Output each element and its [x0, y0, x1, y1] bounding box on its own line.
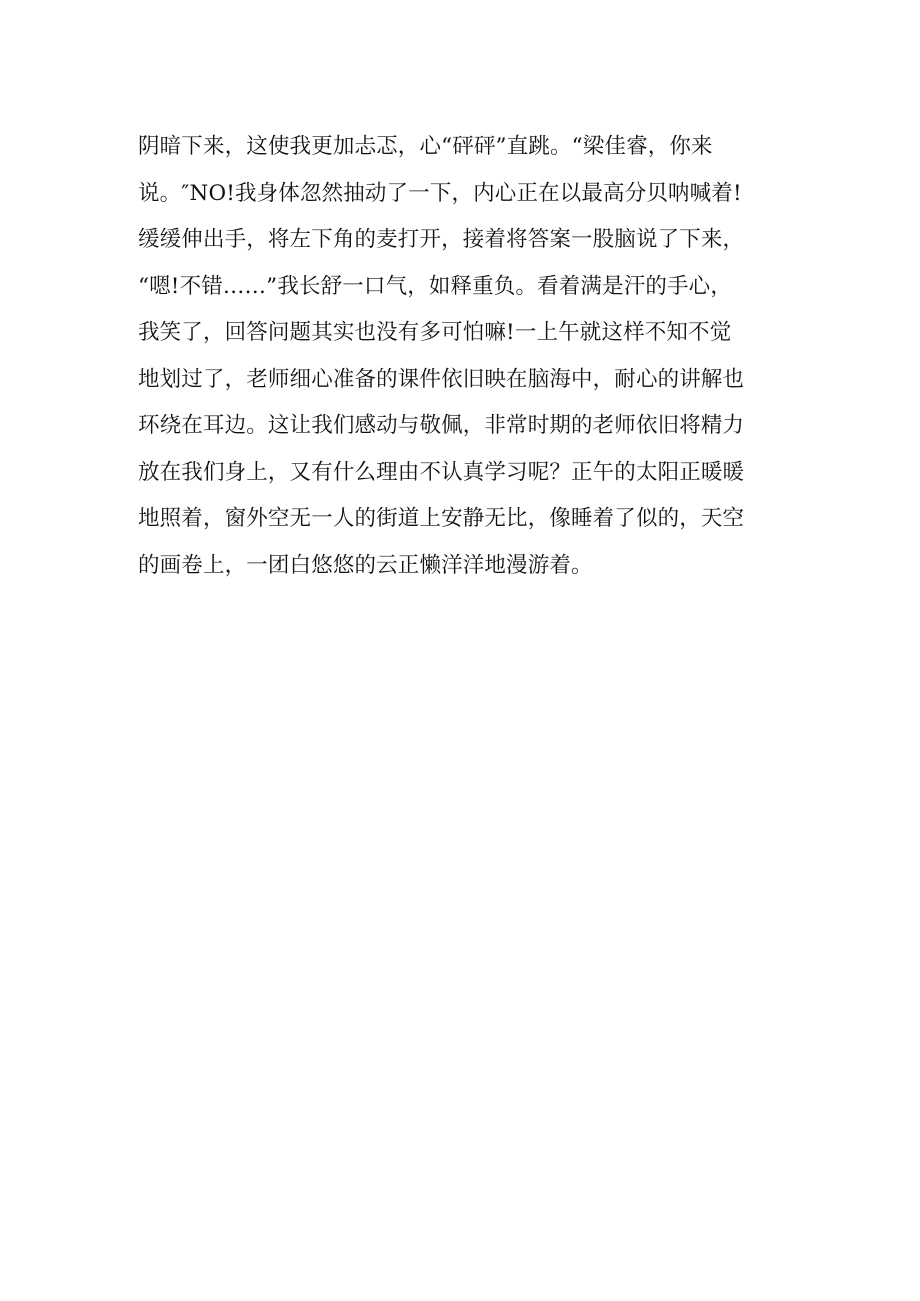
- text-line: 阴暗下来，这使我更加忐忑，心“砰砰”直跳。“梁佳睿，你来: [138, 134, 713, 159]
- text-line: 的画卷上，一团白悠悠的云正懒洋洋地漫游着。: [138, 552, 593, 578]
- text-line: 我笑了，回答问题其实也没有多可怕嘛!一上午就这样不知不觉: [138, 320, 732, 345]
- text-line: 缓缓伸出手，将左下角的麦打开，接着将答案一股脑说了下来，: [138, 227, 745, 252]
- text-line: 地照着，窗外空无一人的街道上安静无比，像睡着了似的，天空: [138, 506, 745, 531]
- text-line: 地划过了，老师细心准备的课件依旧映在脑海中，耐心的讲解也: [138, 366, 745, 392]
- paragraph: [138, 124, 798, 589]
- text-line: 放在我们身上，又有什么理由不认真学习呢？正午的太阳正暖暖: [138, 459, 745, 485]
- text-line: “嗯!不错……”我长舒一口气，如释重负。看着满是汗的手心，: [138, 273, 732, 299]
- text-line: 环绕在耳边。这让我们感动与敬佩，非常时期的老师依旧将精力: [138, 413, 745, 438]
- text-line: 说。″NO!我身体忽然抽动了一下，内心正在以最高分贝呐喊着!: [138, 180, 742, 206]
